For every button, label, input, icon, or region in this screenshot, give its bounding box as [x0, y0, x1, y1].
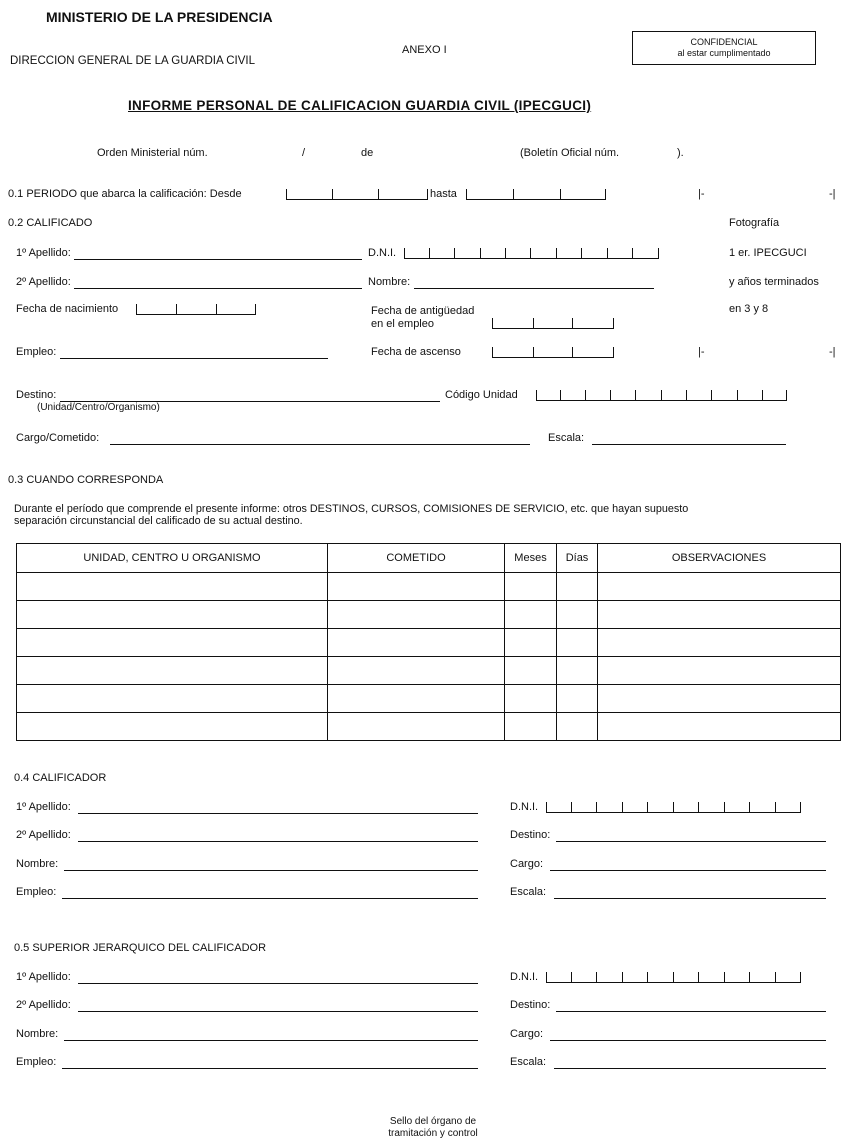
table-cell[interactable]	[557, 629, 598, 657]
calificador-nombre-field[interactable]	[64, 870, 478, 871]
calificado-dni-label: D.N.I.	[368, 247, 397, 259]
table-cell[interactable]	[17, 713, 328, 741]
table-cell[interactable]	[505, 685, 557, 713]
table-cell[interactable]	[598, 685, 841, 713]
calificado-fecha-ascenso-boxes[interactable]	[492, 347, 614, 358]
calificador-apellido2-label: 2º Apellido:	[16, 829, 71, 841]
calificado-fecha-antiguedad-label: Fecha de antigüedad	[371, 305, 475, 317]
ministry-heading: MINISTERIO DE LA PRESIDENCIA	[46, 9, 273, 25]
superior-apellido2-field[interactable]	[78, 1011, 478, 1012]
table-cell[interactable]	[598, 713, 841, 741]
table-cell[interactable]	[17, 573, 328, 601]
table-row	[17, 601, 841, 629]
column-header: COMETIDO	[328, 544, 505, 573]
superior-nombre-label: Nombre:	[16, 1028, 59, 1040]
calificador-destino-label: Destino:	[510, 829, 551, 841]
calificado-bracket-open: |-	[698, 346, 705, 358]
calificado-fecha-nacimiento-label: Fecha de nacimiento	[16, 303, 119, 315]
calificado-bracket-close: -|	[829, 346, 836, 358]
confidential-box	[632, 31, 816, 65]
calificador-nombre-label: Nombre:	[16, 858, 59, 870]
superior-apellido1-label: 1º Apellido:	[16, 971, 71, 983]
table-cell[interactable]	[505, 657, 557, 685]
calificador-dni-label: D.N.I.	[510, 801, 539, 813]
calificador-apellido1-label: 1º Apellido:	[16, 801, 71, 813]
table-cell[interactable]	[557, 657, 598, 685]
table-cell[interactable]	[328, 573, 505, 601]
calificado-cargo-field[interactable]	[110, 444, 530, 445]
orden-de: de	[361, 147, 374, 159]
calificado-destino-label: Destino:	[16, 389, 57, 401]
periodo-desde-boxes[interactable]	[286, 189, 428, 200]
calificado-codigo-unidad-label: Código Unidad	[445, 389, 518, 401]
calificado-empleo-field[interactable]	[60, 358, 328, 359]
calificado-fecha-antiguedad-label-2: en el empleo	[371, 318, 434, 330]
column-header: Meses	[505, 544, 557, 573]
calificador-empleo-label: Empleo:	[16, 886, 57, 898]
superior-apellido1-field[interactable]	[78, 983, 478, 984]
table-row	[17, 657, 841, 685]
column-header: Días	[557, 544, 598, 573]
calificado-empleo-label: Empleo:	[16, 346, 57, 358]
calificador-cargo-field[interactable]	[550, 870, 826, 871]
superior-escala-field[interactable]	[554, 1068, 826, 1069]
superior-empleo-field[interactable]	[62, 1068, 478, 1069]
superior-destino-field[interactable]	[556, 1011, 826, 1012]
table-cell[interactable]	[17, 657, 328, 685]
table-row	[17, 573, 841, 601]
boletin-close: ).	[677, 147, 684, 159]
foto-note-4: en 3 y 8	[729, 303, 769, 315]
calificador-cargo-label: Cargo:	[510, 858, 544, 870]
table-row	[17, 685, 841, 713]
calificador-dni-boxes[interactable]	[546, 802, 801, 813]
calificador-empleo-field[interactable]	[62, 898, 478, 899]
table-cell[interactable]	[328, 685, 505, 713]
foto-note-2: 1 er. IPECGUCI	[729, 247, 807, 259]
table-cell[interactable]	[557, 685, 598, 713]
table-cell[interactable]	[328, 629, 505, 657]
superior-heading: 0.5 SUPERIOR JERARQUICO DEL CALIFICADOR	[14, 942, 267, 954]
calificador-heading: 0.4 CALIFICADOR	[14, 772, 107, 784]
table-cell[interactable]	[557, 601, 598, 629]
calificado-fecha-nacimiento-boxes[interactable]	[136, 304, 256, 315]
calificado-apellido2-label: 2º Apellido:	[16, 276, 71, 288]
calificado-heading: 0.2 CALIFICADO	[8, 217, 93, 229]
table-header-row	[17, 544, 841, 573]
calificado-apellido2-field[interactable]	[74, 288, 362, 289]
table-row	[17, 629, 841, 657]
direction-heading: DIRECCION GENERAL DE LA GUARDIA CIVIL	[10, 55, 255, 67]
confidential-label: CONFIDENCIAL	[690, 37, 758, 47]
calificado-escala-label: Escala:	[548, 432, 585, 444]
table-cell[interactable]	[505, 573, 557, 601]
table-cell[interactable]	[17, 629, 328, 657]
table-cell[interactable]	[598, 629, 841, 657]
table-cell[interactable]	[17, 601, 328, 629]
superior-dni-boxes[interactable]	[546, 972, 801, 983]
table-cell[interactable]	[505, 601, 557, 629]
table-cell[interactable]	[328, 601, 505, 629]
orden-slash: /	[302, 147, 306, 159]
calificado-escala-field[interactable]	[592, 444, 786, 445]
superior-cargo-label: Cargo:	[510, 1028, 544, 1040]
sello-note-1: Sello del órgano de	[389, 1116, 477, 1127]
table-cell[interactable]	[557, 573, 598, 601]
confidential-note: al estar cumplimentado	[677, 48, 771, 58]
form-title: INFORME PERSONAL DE CALIFICACION GUARDIA CIVIL (IPECGUCI)	[128, 98, 592, 113]
superior-escala-label: Escala:	[510, 1056, 547, 1068]
table-cell[interactable]	[598, 601, 841, 629]
superior-dni-label: D.N.I.	[510, 971, 539, 983]
table-cell[interactable]	[505, 629, 557, 657]
table-cell[interactable]	[598, 573, 841, 601]
calificado-cargo-label: Cargo/Cometido:	[16, 432, 100, 444]
cuando-text-2: separación circunstancial del calificado de su actual destino.	[14, 515, 303, 527]
superior-destino-label: Destino:	[510, 999, 551, 1011]
periodo-bracket-open: |-	[698, 188, 705, 200]
cuando-text-1: Durante el período que comprende el presente informe: otros DESTINOS, CURSOS, COMISIONES DE SERVICIO, etc. que hayan supuesto	[14, 503, 689, 515]
calificado-destino-note: (Unidad/Centro/Organismo)	[37, 402, 160, 413]
calificador-destino-field[interactable]	[556, 841, 826, 842]
table-cell[interactable]	[328, 657, 505, 685]
periodo-hasta-label: hasta	[430, 188, 457, 200]
calificador-escala-field[interactable]	[554, 898, 826, 899]
destinos-table	[16, 543, 841, 741]
cuando-heading: 0.3 CUANDO CORRESPONDA	[8, 474, 164, 486]
calificado-codigo-unidad-boxes[interactable]	[536, 390, 787, 401]
table-row	[17, 713, 841, 741]
calificador-escala-label: Escala:	[510, 886, 547, 898]
sello-note-2: tramitación y control	[388, 1128, 478, 1139]
foto-note-1: Fotografía	[729, 217, 780, 229]
column-header: UNIDAD, CENTRO U ORGANISMO	[17, 544, 328, 573]
orden-label: Orden Ministerial núm.	[97, 147, 208, 159]
annex-label: ANEXO I	[402, 44, 447, 56]
calificado-fecha-ascenso-label: Fecha de ascenso	[371, 346, 461, 358]
superior-apellido2-label: 2º Apellido:	[16, 999, 71, 1011]
calificado-dni-boxes[interactable]	[404, 248, 659, 259]
superior-nombre-field[interactable]	[64, 1040, 478, 1041]
table-cell[interactable]	[328, 713, 505, 741]
periodo-hasta-boxes[interactable]	[466, 189, 606, 200]
foto-note-3: y años terminados	[729, 276, 819, 288]
table-cell[interactable]	[505, 713, 557, 741]
calificado-nombre-label: Nombre:	[368, 276, 411, 288]
table-cell[interactable]	[598, 657, 841, 685]
calificado-nombre-field[interactable]	[414, 288, 654, 289]
table-cell[interactable]	[17, 685, 328, 713]
column-header: OBSERVACIONES	[598, 544, 841, 573]
table-cell[interactable]	[557, 713, 598, 741]
calificado-apellido1-label: 1º Apellido:	[16, 247, 71, 259]
periodo-label: 0.1 PERIODO que abarca la calificación: Desde	[8, 188, 242, 200]
calificado-fecha-antiguedad-boxes[interactable]	[492, 318, 614, 329]
boletin-label: (Boletín Oficial núm.	[520, 147, 620, 159]
periodo-bracket-close: -|	[829, 188, 836, 200]
calificado-apellido1-field[interactable]	[74, 259, 362, 260]
calificador-apellido1-field[interactable]	[78, 813, 478, 814]
superior-empleo-label: Empleo:	[16, 1056, 57, 1068]
calificador-apellido2-field[interactable]	[78, 841, 478, 842]
superior-cargo-field[interactable]	[550, 1040, 826, 1041]
